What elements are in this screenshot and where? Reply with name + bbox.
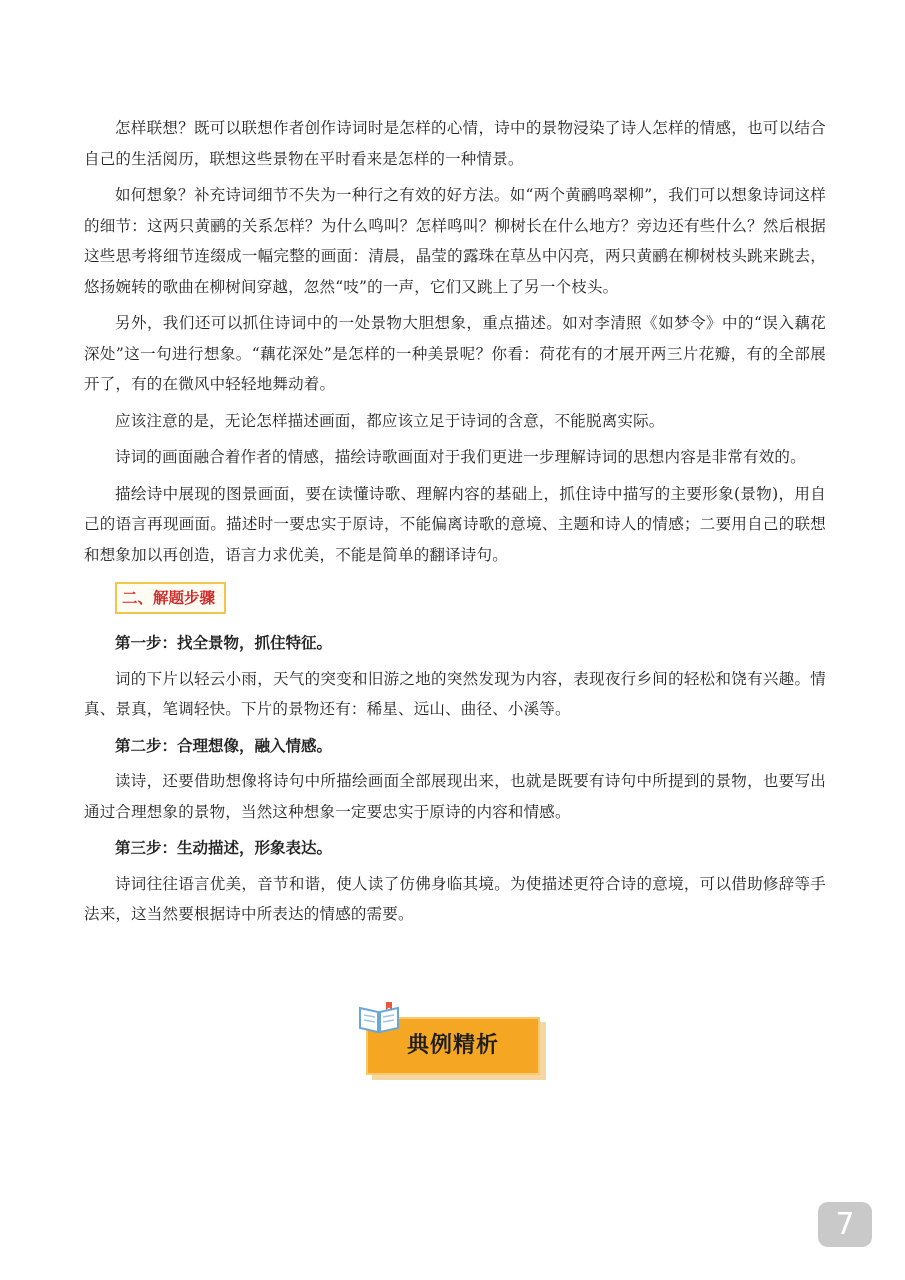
step-2-title: 第二步：合理想像，融入情感。 [115, 735, 333, 755]
paragraph-focus-scene: 另外，我们还可以抓住诗词中的一处景物大胆想象，重点描述。如对李清照《如梦令》中的“误入藕花深处”这一句进行想象。“藕花深处”是怎样的一种美景呢？你看：荷花有的才展开两三片花瓣，有的全部展开了，有的在微风中轻轻地舞动着。 [84, 314, 826, 393]
paragraph-association: 怎样联想？既可以联想作者创作诗词时是怎样的心情，诗中的景物浸染了诗人怎样的情感，也可以结合自己的生活阅历，联想这些景物在平时看来是怎样的一种情景。 [84, 119, 826, 168]
badge-label: 典例精析 [406, 1033, 499, 1058]
step-1-title: 第一步：找全景物，抓住特征。 [115, 633, 333, 652]
section-heading: 二、解题步骤 [115, 582, 226, 614]
paragraph-method: 描绘诗中展现的图景画面，要在读懂诗歌、理解内容的基础上，抓住诗中描写的主要形象(景物)，用自己的语言再现画面。描述时一要忠实于原诗，不能偏离诗歌的意境、主题和诗人的情感；二要用自己的联想和想象加以再创造，语言力求优美，不能是简单的翻译诗句。 [84, 484, 826, 564]
example-analysis-badge [356, 1000, 546, 1080]
paragraph-note: 应该注意的是，无论怎样描述画面，都应该立足于诗词的含意，不能脱离实际。 [115, 411, 665, 430]
step-3-title: 第三步：生动描述，形象表达。 [115, 838, 333, 857]
step-1-body: 词的下片以轻云小雨，天气的突变和旧游之地的突然发现为内容，表现夜行乡间的轻松和饶有兴趣。情真、景真，笔调轻快。下片的景物还有：稀星、远山、曲径、小溪等。 [84, 669, 826, 718]
step-3-body: 诗词往往语言优美，音节和谐，使人读了仿佛身临其境。为使描述更符合诗的意境，可以借助修辞等手法来，这当然要根据诗中所表达的情感的需要。 [84, 874, 826, 923]
paragraph-emotion: 诗词的画面融合着作者的情感，描绘诗歌画面对于我们更进一步理解诗词的思想内容是非常有效的。 [115, 448, 806, 466]
main-content [84, 113, 826, 936]
page-number: 7 [818, 1202, 872, 1247]
paragraph-imagination: 如何想象？补充诗词细节不失为一种行之有效的好方法。如“两个黄鹂鸣翠柳”，我们可以想象诗词这样的细节：这两只黄鹂的关系怎样？为什么鸣叫？怎样鸣叫？柳树长在什么地方？旁边还有些什么？然后根据这些思考将细节连缀成一幅完整的画面：清晨，晶莹的露珠在草丛中闪亮，两只黄鹂在柳树枝头跳来跳去，悠扬婉转的歌曲在柳树间穿越，忽然“吱”的一声，它们又跳上了另一个枝头。 [84, 186, 826, 296]
section-heading-wrap [115, 582, 826, 616]
step-2-body: 读诗，还要借助想像将诗句中所描绘画面全部展现出来，也就是既要有诗句中所提到的景物，也要写出通过合理想象的景物，当然这种想象一定要忠实于原诗的内容和情感。 [84, 772, 826, 821]
